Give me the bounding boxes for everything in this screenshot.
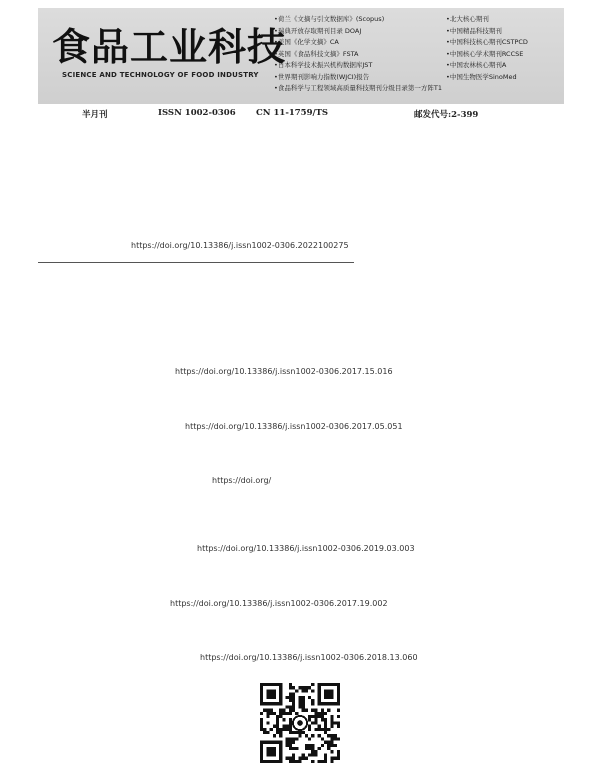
- index-item: • 日本科学技术振兴机构数据库JST: [274, 60, 442, 72]
- publication-frequency: 半月刊: [82, 110, 108, 120]
- index-item: • 中国生物医学SinoMed: [446, 72, 528, 84]
- index-item: • 中国农林核心期刊A: [446, 60, 528, 72]
- index-item: • 瑞典开放存取期刊目录 DOAJ: [274, 26, 442, 38]
- footnote-divider: [38, 262, 354, 263]
- publication-info-row: [38, 108, 564, 120]
- postal-code: 邮发代号:2-399: [414, 110, 479, 120]
- index-item: • 中国科技核心期刊CSTPCD: [446, 37, 528, 49]
- journal-title-en: SCIENCE AND TECHNOLOGY OF FOOD INDUSTRY: [62, 71, 259, 79]
- index-item: • 美国《化学文摘》CA: [274, 37, 442, 49]
- doi-link-reference[interactable]: https://doi.org/10.13386/j.issn1002-0306.2019.03.003: [197, 544, 415, 553]
- qr-code-icon: [260, 683, 340, 763]
- doi-link-reference[interactable]: https://doi.org/10.13386/j.issn1002-0306.2017.19.002: [170, 599, 388, 608]
- doi-link-reference[interactable]: https://doi.org/: [212, 476, 272, 485]
- index-item: • 中国核心学术期刊RCCSE: [446, 49, 528, 61]
- journal-title-cn: 食品工业科技: [52, 24, 287, 69]
- index-item: • 世界期刊影响力指数(WJCI)报告: [274, 72, 442, 84]
- doi-link-article[interactable]: https://doi.org/10.13386/j.issn1002-0306.2022100275: [131, 241, 349, 250]
- issn: ISSN 1002-0306: [158, 108, 236, 118]
- index-item: • 中国精品科技期刊: [446, 26, 528, 38]
- index-item: • 食品科学与工程领域高质量科技期刊分级目录第一方阵T1: [274, 83, 442, 95]
- journal-masthead: [38, 8, 564, 104]
- indexing-list-right: [446, 14, 528, 83]
- index-item: • 北大核心期刊: [446, 14, 528, 26]
- doi-link-reference[interactable]: https://doi.org/10.13386/j.issn1002-0306.2018.13.060: [200, 653, 418, 662]
- indexing-list-left: [274, 14, 442, 95]
- doi-link-reference[interactable]: https://doi.org/10.13386/j.issn1002-0306.2017.15.016: [175, 367, 393, 376]
- cn-number: CN 11-1759/TS: [256, 108, 329, 118]
- doi-link-reference[interactable]: https://doi.org/10.13386/j.issn1002-0306.2017.05.051: [185, 422, 403, 431]
- index-item: • 荷兰《文摘与引文数据库》(Scopus): [274, 14, 442, 26]
- index-item: • 英国《食品科技文摘》FSTA: [274, 49, 442, 61]
